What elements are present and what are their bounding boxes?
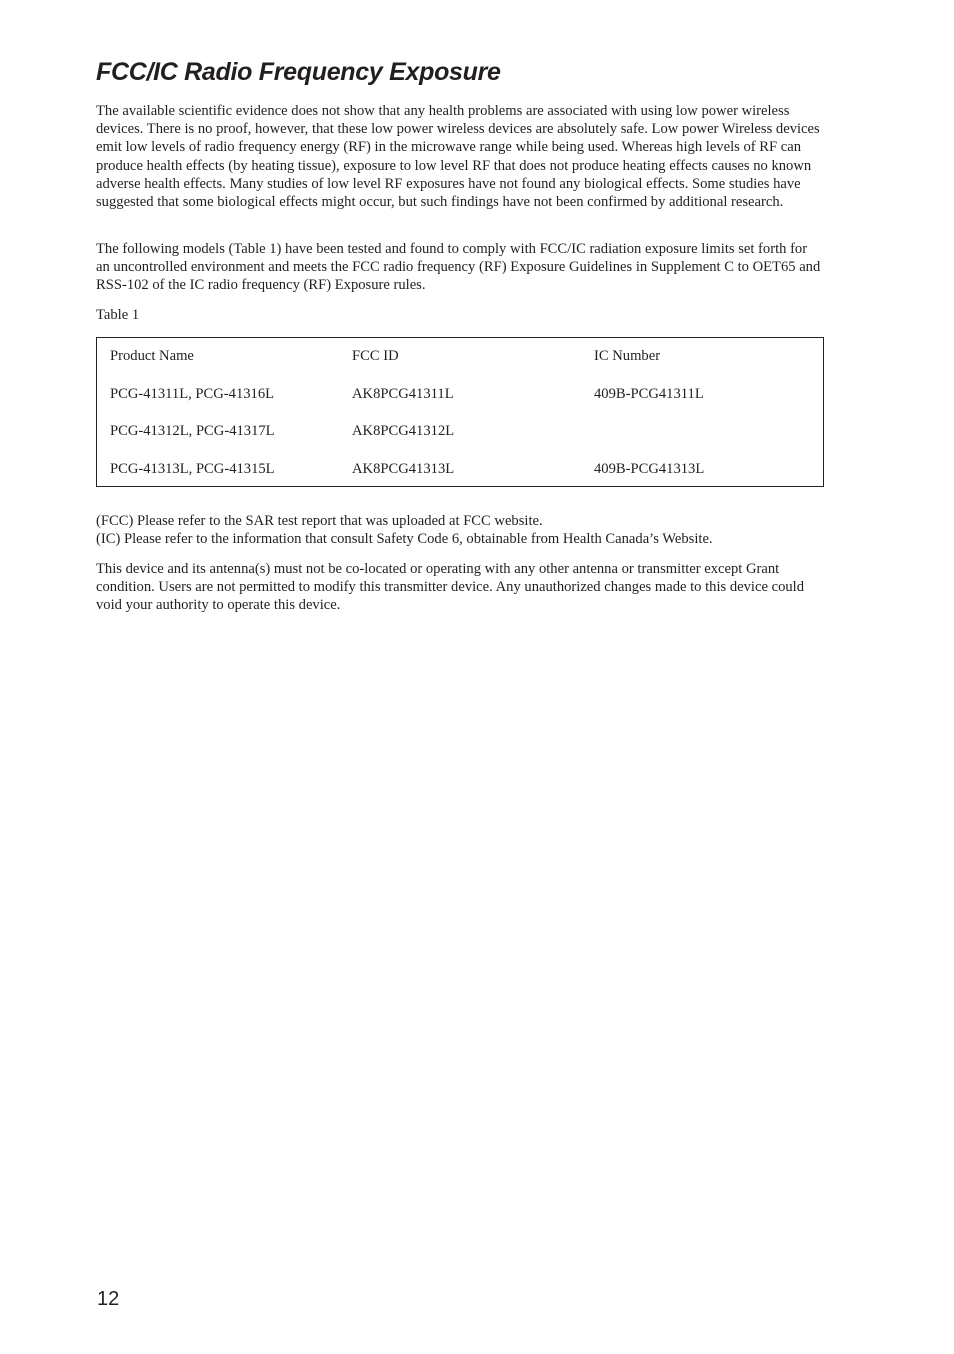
- cell-fcc-id: AK8PCG41312L: [352, 423, 455, 439]
- table-row: [110, 460, 822, 498]
- intro-paragraph: The available scientific evidence does not show that any health problems are associated with using low power wireless devices. There is no proof, however, that these low power wireless devices are absolutely safe. Low power Wireless devices emit low levels of radio frequency energy (RF) in the microwave range while being used. Whereas high levels of RF can produce health effects (by heating tissue), exposure to low level RF that does not produce heating effects causes no known adverse health effects. Many studies of low level RF exposures have not found any biological effects. Some studies have suggested that some biological effects might occur, but such findings have not been confirmed by additional research.: [96, 103, 820, 211]
- cell-product-name: PCG-41313L, PCG-41315L: [110, 460, 275, 477]
- header-ic-number: IC Number: [594, 348, 661, 364]
- models-table: [110, 347, 822, 497]
- compliance-paragraph: The following models (Table 1) have been tested and found to comply with FCC/IC radiation exposure limits set forth for an uncontrolled environment and meets the FCC radio frequency (RF) Exposure Guidelines in Supplement C to OET65 and RSS-102 of the IC radio frequency (RF) Exposure rules.: [96, 241, 821, 294]
- page-title: FCC/IC Radio Frequency Exposure: [96, 58, 501, 86]
- table-header-row: [110, 347, 822, 385]
- cell-ic-number: 409B-PCG41311L: [594, 385, 704, 402]
- header-fcc-id: FCC ID: [352, 348, 399, 364]
- table-row: [110, 385, 822, 423]
- cell-fcc-id: AK8PCG41311L: [352, 385, 454, 402]
- page-number: 12: [97, 1288, 120, 1310]
- ic-note: (IC) Please refer to the information that consult Safety Code 6, obtainable from Health Canada’s Website.: [96, 531, 713, 548]
- cell-product-name: PCG-41312L, PCG-41317L: [110, 423, 275, 439]
- fcc-note: (FCC) Please refer to the SAR test report that was uploaded at FCC website.: [96, 513, 543, 529]
- cell-fcc-id: AK8PCG41313L: [352, 460, 455, 477]
- antenna-paragraph: This device and its antenna(s) must not be co-located or operating with any other antenna or transmitter except Grant condition. Users are not permitted to modify this transmitter device. Any unauthorized changes made to this device could void your authority to operate this device.: [96, 561, 805, 614]
- cell-ic-number: [594, 422, 822, 460]
- table-row: [110, 422, 822, 460]
- table-caption: Table 1: [96, 307, 140, 323]
- cell-ic-number: 409B-PCG41313L: [594, 460, 705, 477]
- header-product-name: Product Name: [110, 348, 194, 364]
- notes-block: [96, 512, 824, 548]
- models-table-frame: [96, 337, 824, 487]
- cell-product-name: PCG-41311L, PCG-41316L: [110, 385, 275, 402]
